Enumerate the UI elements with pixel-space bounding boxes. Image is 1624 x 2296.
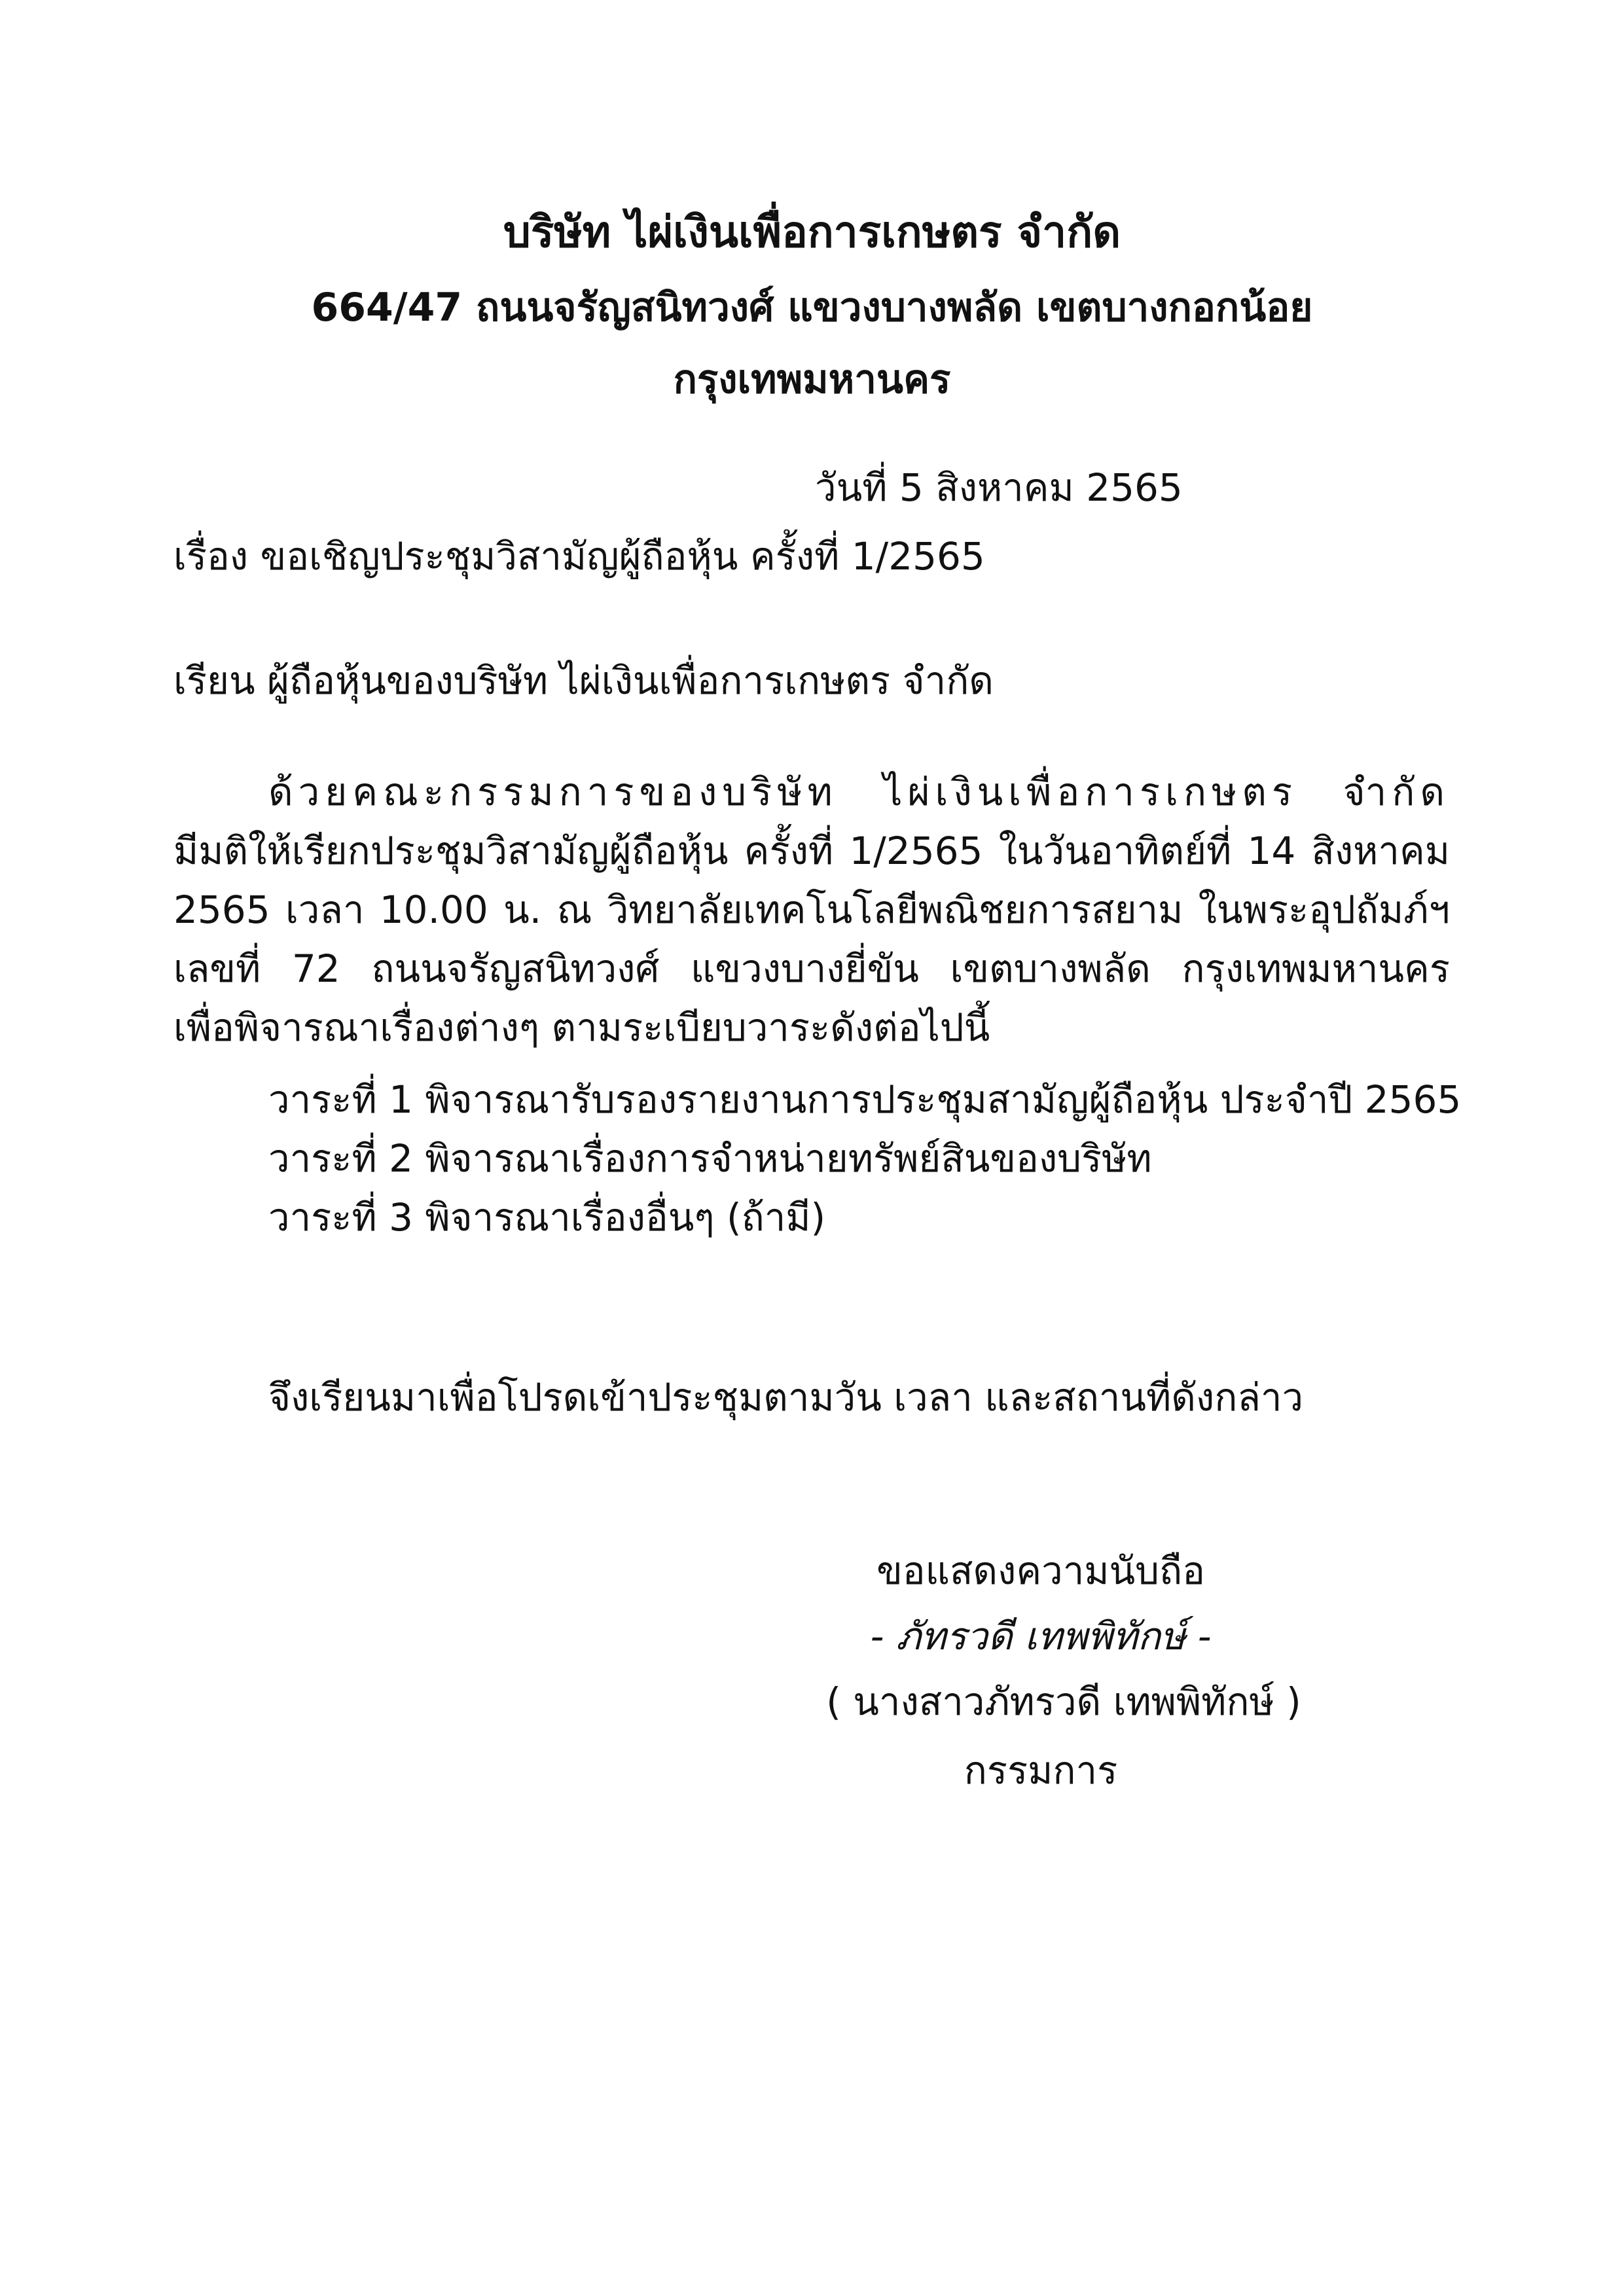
company-name: บริษัท ไผ่เงินเพื่อการเกษตร จำกัด xyxy=(503,207,1121,257)
signature-signed-name: - ภัทรวดี เทพพิทักษ์ - xyxy=(870,1614,1212,1659)
body-line: ด้วยคณะกรรมการของบริษัท ไผ่เงินเพื่อการเกษตร จำกัด xyxy=(268,770,1450,814)
agenda-item: วาระที่ 2 พิจารณาเรื่องการจำหน่ายทรัพย์สินของบริษัท xyxy=(268,1136,1152,1181)
body-line: 2565 เวลา 10.00 น. ณ วิทยาลัยเทคโนโลยีพณิชยการสยาม ในพระอุปถัมภ์ฯ xyxy=(173,888,1450,932)
company-address-line-1: 664/47 ถนนจรัญสนิทวงศ์ แขวงบางพลัด เขตบางกอกน้อย xyxy=(311,285,1313,331)
letter-subject: เรื่อง ขอเชิญประชุมวิสามัญผู้ถือหุ้น ครั้งที่ 1/2565 xyxy=(173,534,985,579)
body-line: มีมติให้เรียกประชุมวิสามัญผู้ถือหุ้น ครั้งที่ 1/2565 ในวันอาทิตย์ที่ 14 สิงหาคม xyxy=(173,829,1450,873)
closing-statement: จึงเรียนมาเพื่อโปรดเข้าประชุมตามวัน เวลา และสถานที่ดังกล่าว xyxy=(268,1375,1304,1420)
agenda-item: วาระที่ 1 พิจารณารับรองรายงานการประชุมสามัญผู้ถือหุ้น ประจำปี 2565 xyxy=(268,1077,1462,1122)
signature-printed-name: ( นางสาวภัทรวดี เทพพิทักษ์ ) xyxy=(826,1679,1301,1724)
company-address-line-2: กรุงเทพมหานคร xyxy=(673,357,951,403)
agenda-item: วาระที่ 3 พิจารณาเรื่องอื่นๆ (ถ้ามี) xyxy=(268,1195,826,1240)
body-line: เพื่อพิจารณาเรื่องต่างๆ ตามระเบียบวาระดังต่อไปนี้ xyxy=(173,1005,990,1050)
letter-salutation: เรียน ผู้ถือหุ้นของบริษัท ไผ่เงินเพื่อการเกษตร จำกัด xyxy=(173,658,994,703)
letter-date: วันที่ 5 สิงหาคม 2565 xyxy=(815,465,1183,510)
signature-position: กรรมการ xyxy=(964,1748,1118,1793)
body-line: เลขที่ 72 ถนนจรัญสนิทวงศ์ แขวงบางยี่ขัน เขตบางพลัด กรุงเทพมหานคร xyxy=(173,946,1450,991)
signature-regards: ขอแสดงความนับถือ xyxy=(876,1549,1205,1593)
